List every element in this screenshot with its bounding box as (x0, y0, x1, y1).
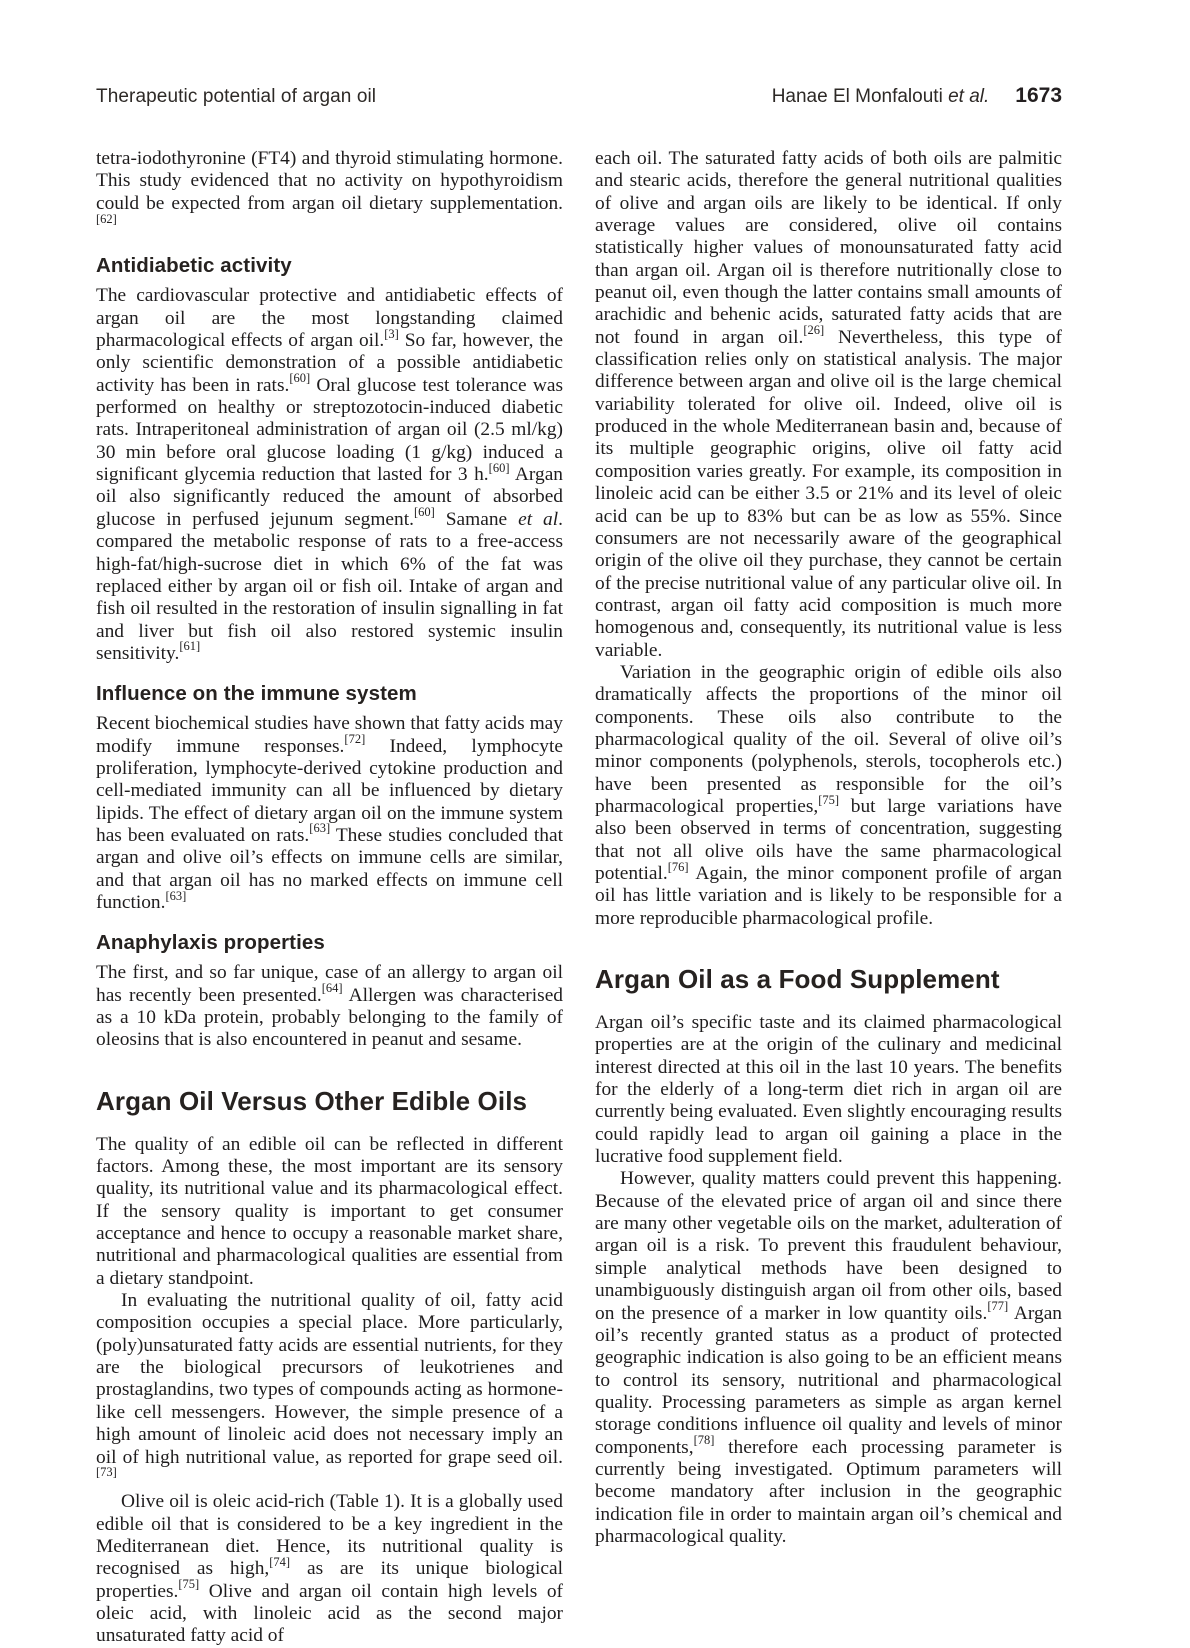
body-paragraph: Olive oil is oleic acid-rich (Table 1). It is a globally used edible oil that is considered to be a key ingredient in the Mediterranean diet. Hence, its nutritional quality is recognised as high,[74] as are its unique biological properties.[75] Olive and argan oil contain high levels of oleic acid, with linoleic acid as the second major unsaturated fatty acid of (96, 1491, 563, 1647)
reference-superscript: [73] (96, 1465, 117, 1480)
subsection-heading: Antidiabetic activity (96, 254, 292, 278)
body-paragraph: The first, and so far unique, case of an allergy to argan oil has recently been presented.[64] Allergen was characterised as a 10 kDa protein, probably belonging to the family of oleosins that is also encountered in peanut and sesame. (96, 962, 563, 1051)
reference-superscript: [75] (818, 792, 840, 807)
body-paragraph: Recent biochemical studies have shown that fatty acids may modify immune responses.[72] Indeed, lymphocyte proliferation, lymphocyte-derived cytokine production and cell-mediated immunity can all be influenced by dietary lipids. The effect of dietary argan oil on the immune system has been evaluated on rats.[63] These studies concluded that argan and olive oil’s effects on immune cells are similar, and that argan oil has no marked effects on immune cell function.[63] (96, 713, 563, 913)
reference-superscript: [75] (178, 1577, 200, 1592)
reference-superscript: [60] (289, 371, 311, 386)
running-title: Therapeutic potential of argan oil (96, 86, 377, 107)
authors (772, 86, 990, 108)
body-paragraph: The quality of an edible oil can be reflected in different factors. Among these, the most important are its sensory quality, its nutritional value and its pharmacological effect. If the sensory quality is important to get consumer acceptance and hence to occupy a reasonable market share, nutritional and pharmacological qualities are essential from a dietary standpoint. (96, 1133, 563, 1289)
header-right (772, 84, 1062, 108)
reference-superscript: [60] (413, 505, 435, 520)
authors-name: Hanae El Monfalouti (771, 86, 949, 107)
section-heading: Argan Oil as a Food Supplement (595, 964, 1000, 995)
two-column-body (96, 148, 1062, 1648)
reference-superscript: [74] (269, 1554, 291, 1569)
body-paragraph: However, quality matters could prevent this happening. Because of the elevated price of argan oil and since there are many other vegetable oils on the market, adulteration of argan oil is a risk. To prevent this fraudulent behaviour, simple analytical methods have been designed to unambiguously distinguish argan oil from other oils, based on the presence of a marker in low quantity oils.[77] Argan oil’s recently granted status as a product of protected geographic indication is also going to be an efficient means to control its sensory, nutritional and pharmacological quality. Processing parameters as simple as argan kernel storage conditions influence oil quality and levels of minor components,[78] therefore each processing parameter is currently being investigated. Optimum parameters will become mandatory after inclusion in the geographic indication file in order to maintain argan oil’s chemical and pharmacological quality. (595, 1168, 1062, 1547)
body-paragraph: The cardiovascular protective and antidiabetic effects of argan oil are the most longstanding claimed pharmacological effects of argan oil.[3] So far, however, the only scientific demonstration of a possible antidiabetic activity has been in rats.[60] Oral glucose test tolerance was performed on healthy or streptozotocin-induced diabetic rats. Intraperitoneal administration of argan oil (2.5 ml/kg) 30 min before oral glucose loading (1 g/kg) induced a significant glycemia reduction that lasted for 3 h.[60] Argan oil also significantly reduced the amount of absorbed glucose in perfused jejunum segment.[60] Samane et al. compared the metabolic response of rats to a free-access high-fat/high-sucrose diet in which 6% of the fat was replaced either by argan oil or fish oil. Intake of argan and fish oil resulted in the restoration of insulin signalling in fat and liver but fish oil also restored systemic insulin sensitivity.[61] (96, 285, 563, 664)
reference-superscript: [63] (309, 821, 331, 836)
reference-superscript: [3] (384, 326, 399, 341)
section-heading: Argan Oil Versus Other Edible Oils (96, 1085, 528, 1116)
reference-superscript: [26] (803, 323, 825, 338)
reference-superscript: [77] (987, 1299, 1009, 1314)
reference-superscript: [60] (488, 460, 510, 475)
reference-superscript: [64] (321, 981, 343, 996)
right-column (595, 148, 1062, 1648)
body-paragraph: In evaluating the nutritional quality of oil, fatty acid composition occupies a special place. More particularly, (poly)unsaturated fatty acids are essential nutrients, for they are the biological precursors of leukotrienes and prostaglandins, two types of compounds acting as hormone-like cell messengers. However, the simple presence of a high amount of linoleic acid does not necessary imply an oil of high nutritional value, as reported for grape seed oil.[73] (96, 1290, 563, 1480)
body-paragraph: Variation in the geographic origin of edible oils also dramatically affects the proportions of the minor oil components. These oils also contribute to the pharmacological quality of the oil. Several of olive oil’s minor components (polyphenols, sterols, tocopherols etc.) have been presented as responsible for the oil’s pharmacological properties,[75] but large variations have also been observed in terms of concentration, suggesting that not all olive oils have the same pharmacological potential.[76] Again, the minor component profile of argan oil has little variation and is likely to be responsible for a more reproducible pharmacological profile. (595, 661, 1062, 929)
page-header (96, 84, 1062, 108)
body-paragraph: Argan oil’s specific taste and its claimed pharmacological properties are at the origin of the culinary and medicinal interest directed at this oil in the last 10 years. The benefits for the elderly of a long-term diet rich in argan oil are currently being evaluated. Even slightly encouraging results could rapidly lead to argan oil gaining a place in the lucrative food supplement field. (595, 1012, 1062, 1168)
left-column (96, 148, 563, 1648)
reference-superscript: [62] (96, 211, 117, 226)
reference-superscript: [63] (165, 888, 187, 903)
body-paragraph: tetra-iodothyronine (FT4) and thyroid stimulating hormone. This study evidenced that no activity on hypothyroidism could be expected from argan oil dietary supplementation.[62] (96, 148, 563, 226)
italic-text: et al (518, 508, 559, 530)
subsection-heading: Influence on the immune system (96, 682, 417, 706)
body-paragraph: each oil. The saturated fatty acids of both oils are palmitic and stearic acids, therefore the general nutritional qualities of olive and argan oils are likely to be identical. If only average values are considered, olive oil contains statistically higher values of monounsaturated fatty acid than argan oil. Argan oil is therefore nutritionally close to peanut oil, even though the latter contains small amounts of arachidic and behenic acids, saturated fatty acids that are not found in argan oil.[26] Nevertheless, this type of classification relies only on statistical analysis. The major difference between argan and olive oil is the large chemical variability tolerated for olive oil. Indeed, olive oil is produced in the whole Mediterranean basin and, because of its multiple geographic origins, olive oil fatty acid composition varies greatly. For example, its composition in linoleic acid can be either 3.5 or 21% and its level of oleic acid can be up to 83% but can be as low as 55%. Since consumers are not necessarily aware of the geographical origin of the olive oil they purchase, they cannot be certain of the precise nutritional value of any particular olive oil. In contrast, argan oil fatty acid composition is much more homogenous and, consequently, its nutritional value is less variable. (595, 148, 1062, 661)
reference-superscript: [78] (693, 1433, 715, 1448)
page-number: 1673 (1015, 84, 1062, 107)
reference-superscript: [72] (344, 732, 366, 747)
subsection-heading: Anaphylaxis properties (96, 931, 325, 955)
authors-etal: et al. (948, 86, 990, 107)
reference-superscript: [61] (179, 639, 201, 654)
reference-superscript: [76] (667, 859, 689, 874)
